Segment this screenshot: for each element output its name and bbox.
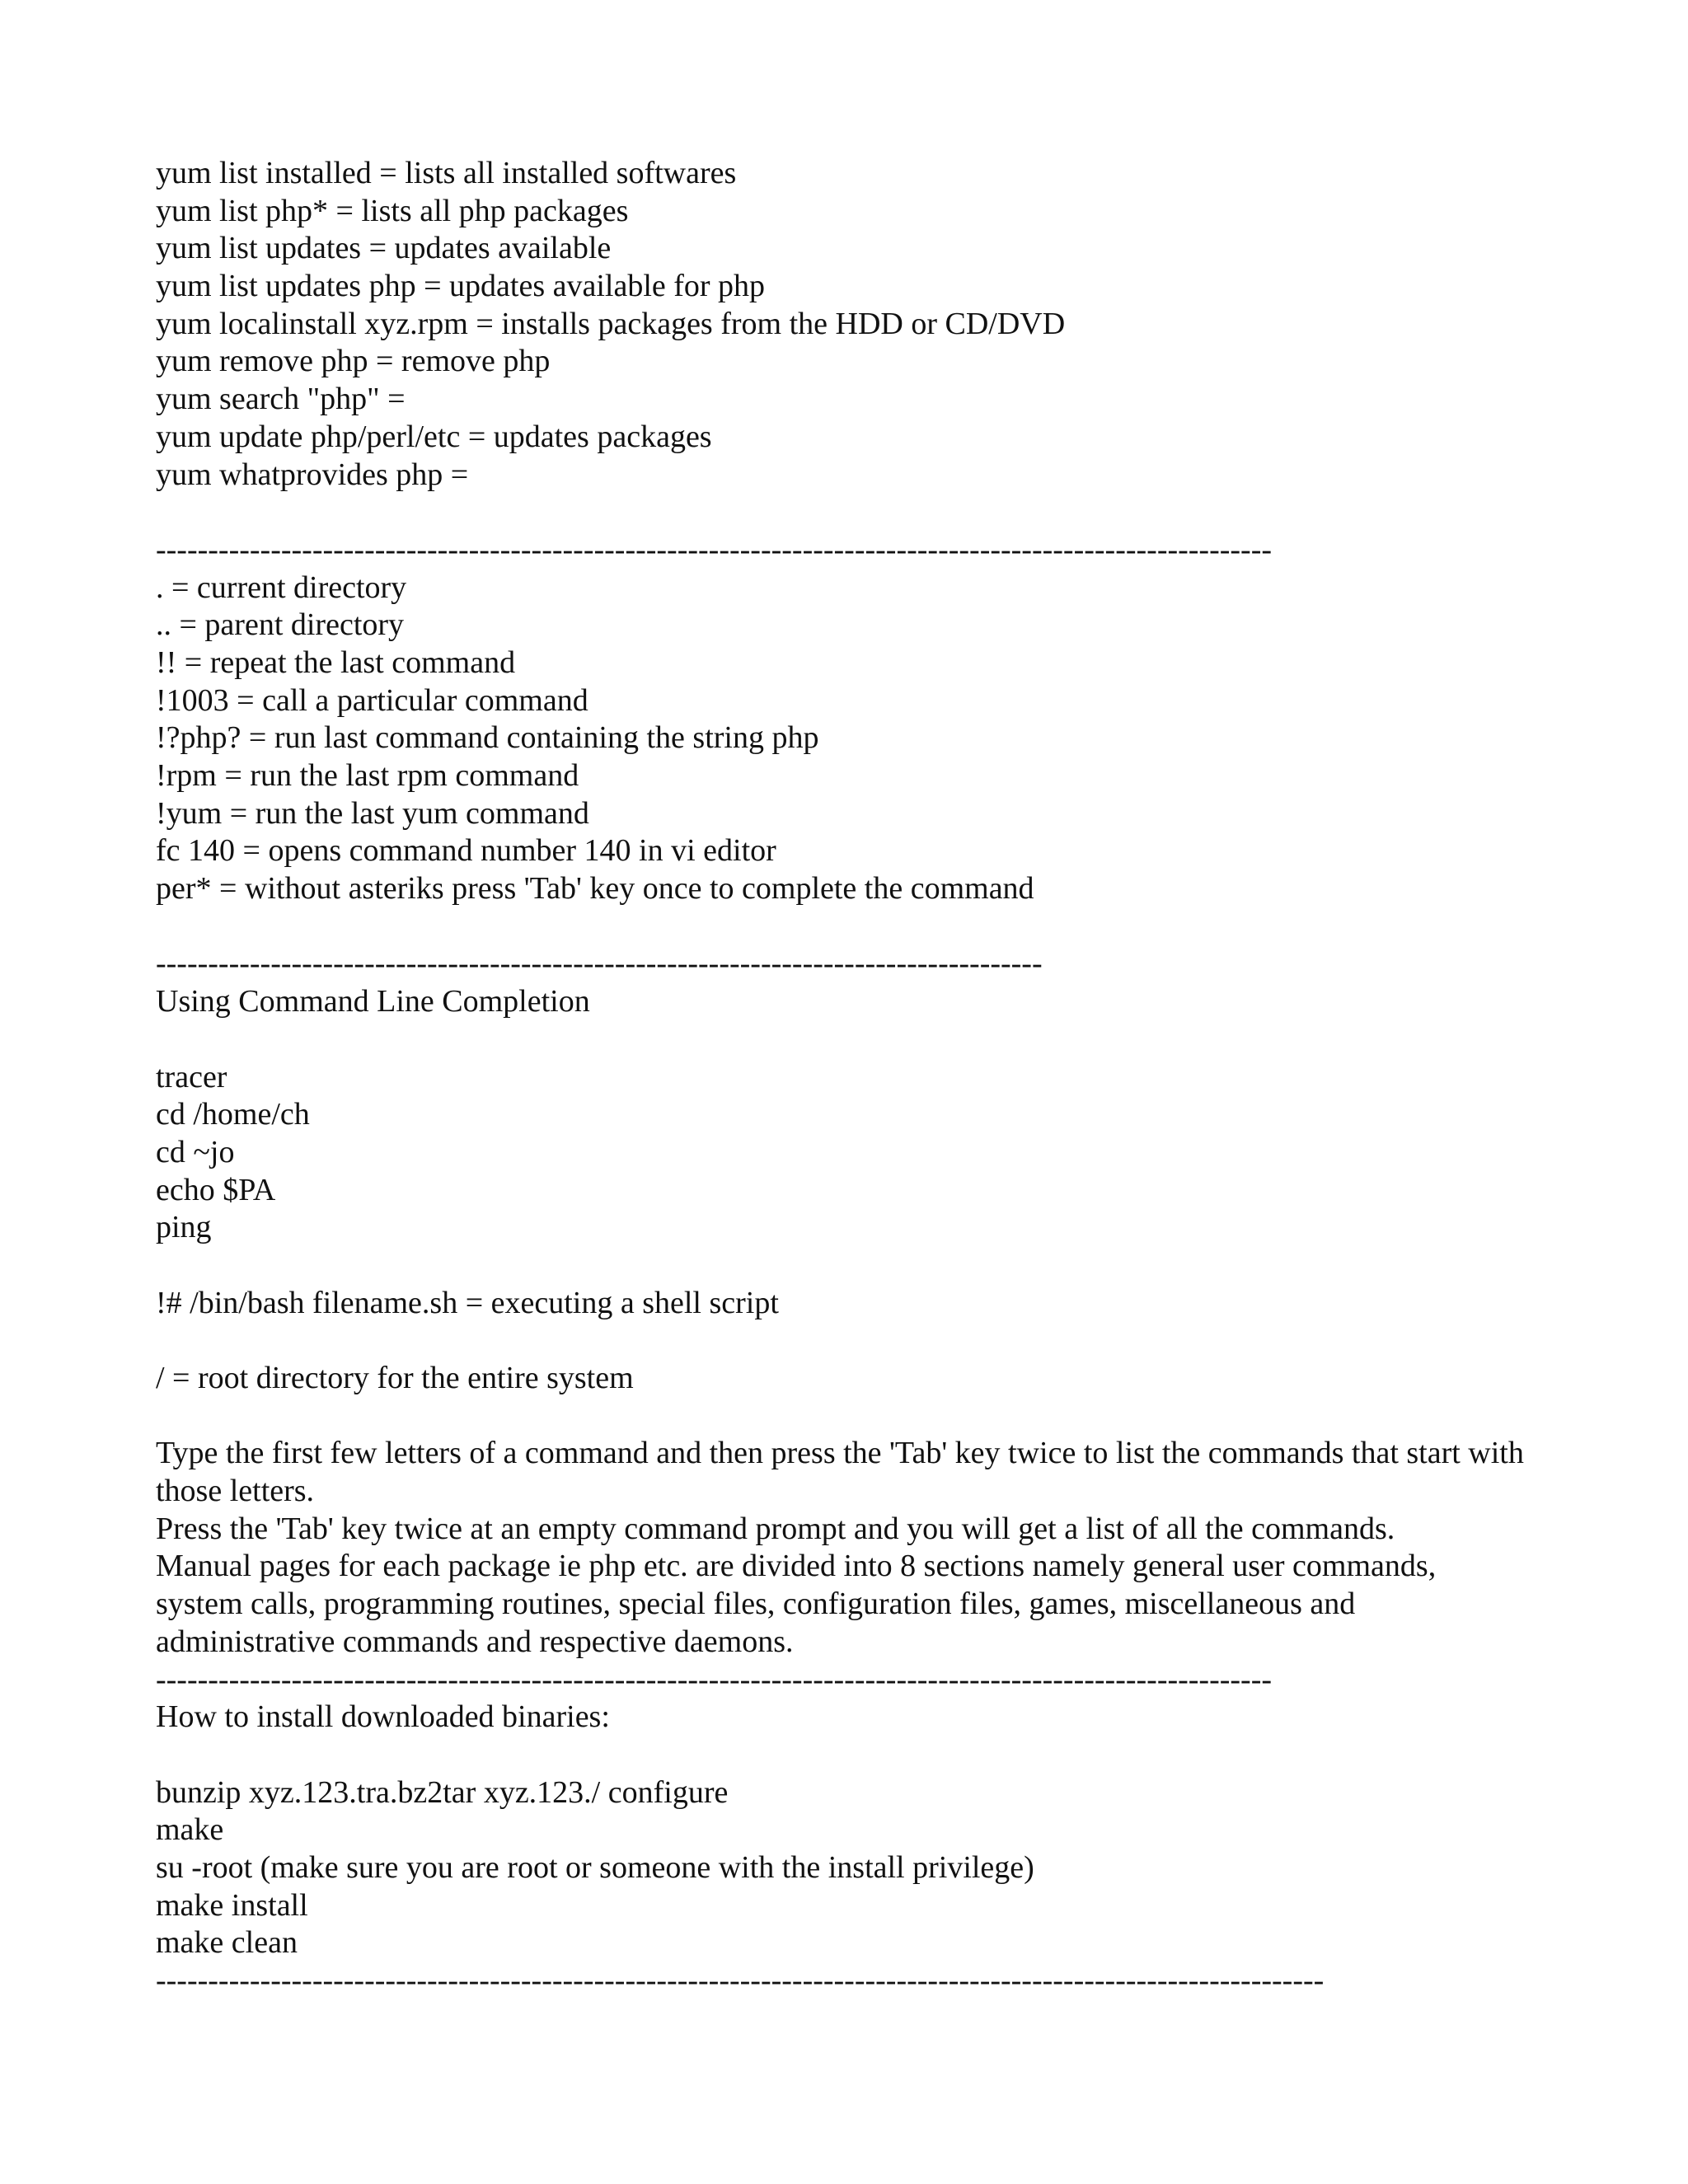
paragraph-empty-prompt: Press the 'Tab' key twice at an empty command prompt and you will get a list of all the commands. <box>156 1511 1395 1546</box>
blank-line <box>156 908 1540 946</box>
blank-line <box>156 1398 1540 1436</box>
completion-example: cd ~jo <box>156 1134 235 1169</box>
blank-line <box>156 494 1540 532</box>
yum-line: yum search "php" = <box>156 382 406 417</box>
shebang-line: !# /bin/bash filename.sh = executing a shell script <box>156 1285 779 1320</box>
dashed-divider: ---------------------------------------------------------------------------------------------------------------- <box>156 1963 1325 1999</box>
install-step: bunzip xyz.123.tra.bz2tar xyz.123./ configure <box>156 1774 729 1810</box>
yum-line: yum list updates = updates available <box>156 231 612 266</box>
dashed-divider: ----------------------------------------------------------------------------------------------------------- <box>156 532 1273 567</box>
yum-line: yum remove php = remove php <box>156 344 551 379</box>
section-heading: Using Command Line Completion <box>156 984 590 1019</box>
completion-example: echo $PA <box>156 1172 276 1207</box>
paragraph-tab-completion: Type the first few letters of a command and then press the 'Tab' key twice to list the commands that start with those letters. <box>156 1436 1524 1509</box>
blank-line <box>156 1247 1540 1285</box>
shortcut-line: !1003 = call a particular command <box>156 682 588 718</box>
shortcut-line: !! = repeat the last command <box>156 644 516 680</box>
paragraph-manual-pages: Manual pages for each package ie php etc. are divided into 8 sections namely general user commands, system calls, programming routines, special files, configuration files, games, miscellaneous and administrative commands and respective daemons. <box>156 1549 1437 1659</box>
completion-example: tracer <box>156 1059 227 1094</box>
blank-line <box>156 1322 1540 1360</box>
section-heading: How to install downloaded binaries: <box>156 1699 610 1735</box>
dashed-divider: ------------------------------------------------------------------------------------- <box>156 946 1043 982</box>
shortcut-line: fc 140 = opens command number 140 in vi editor <box>156 833 776 869</box>
install-step: make <box>156 1812 224 1848</box>
shortcut-line: per* = without asteriks press 'Tab' key once to complete the command <box>156 871 1034 907</box>
completion-example: cd /home/ch <box>156 1097 310 1132</box>
shortcut-line: !yum = run the last yum command <box>156 795 589 831</box>
install-step: make install <box>156 1887 308 1923</box>
yum-line: yum update php/perl/etc = updates packages <box>156 419 712 454</box>
shortcut-line: !?php? = run last command containing the string php <box>156 720 819 756</box>
shortcut-line: . = current directory <box>156 569 407 605</box>
yum-line: yum list php* = lists all php packages <box>156 193 629 228</box>
yum-line: yum list installed = lists all installed softwares <box>156 156 737 190</box>
document-body <box>156 155 1540 2000</box>
blank-line <box>156 1021 1540 1059</box>
yum-line: yum list updates php = updates available for php <box>156 269 766 304</box>
completion-example: ping <box>156 1210 212 1245</box>
shortcut-line: .. = parent directory <box>156 607 405 643</box>
yum-line: yum localinstall xyz.rpm = installs packages from the HDD or CD/DVD <box>156 306 1066 341</box>
root-directory-line: / = root directory for the entire system <box>156 1361 634 1395</box>
yum-line: yum whatprovides php = <box>156 457 469 492</box>
install-step: make clean <box>156 1925 298 1961</box>
install-step: su -root (make sure you are root or someone with the install privilege) <box>156 1850 1034 1886</box>
dashed-divider: ----------------------------------------------------------------------------------------------------------- <box>156 1661 1273 1697</box>
blank-line <box>156 1736 1540 1774</box>
shortcut-line: !rpm = run the last rpm command <box>156 758 579 793</box>
